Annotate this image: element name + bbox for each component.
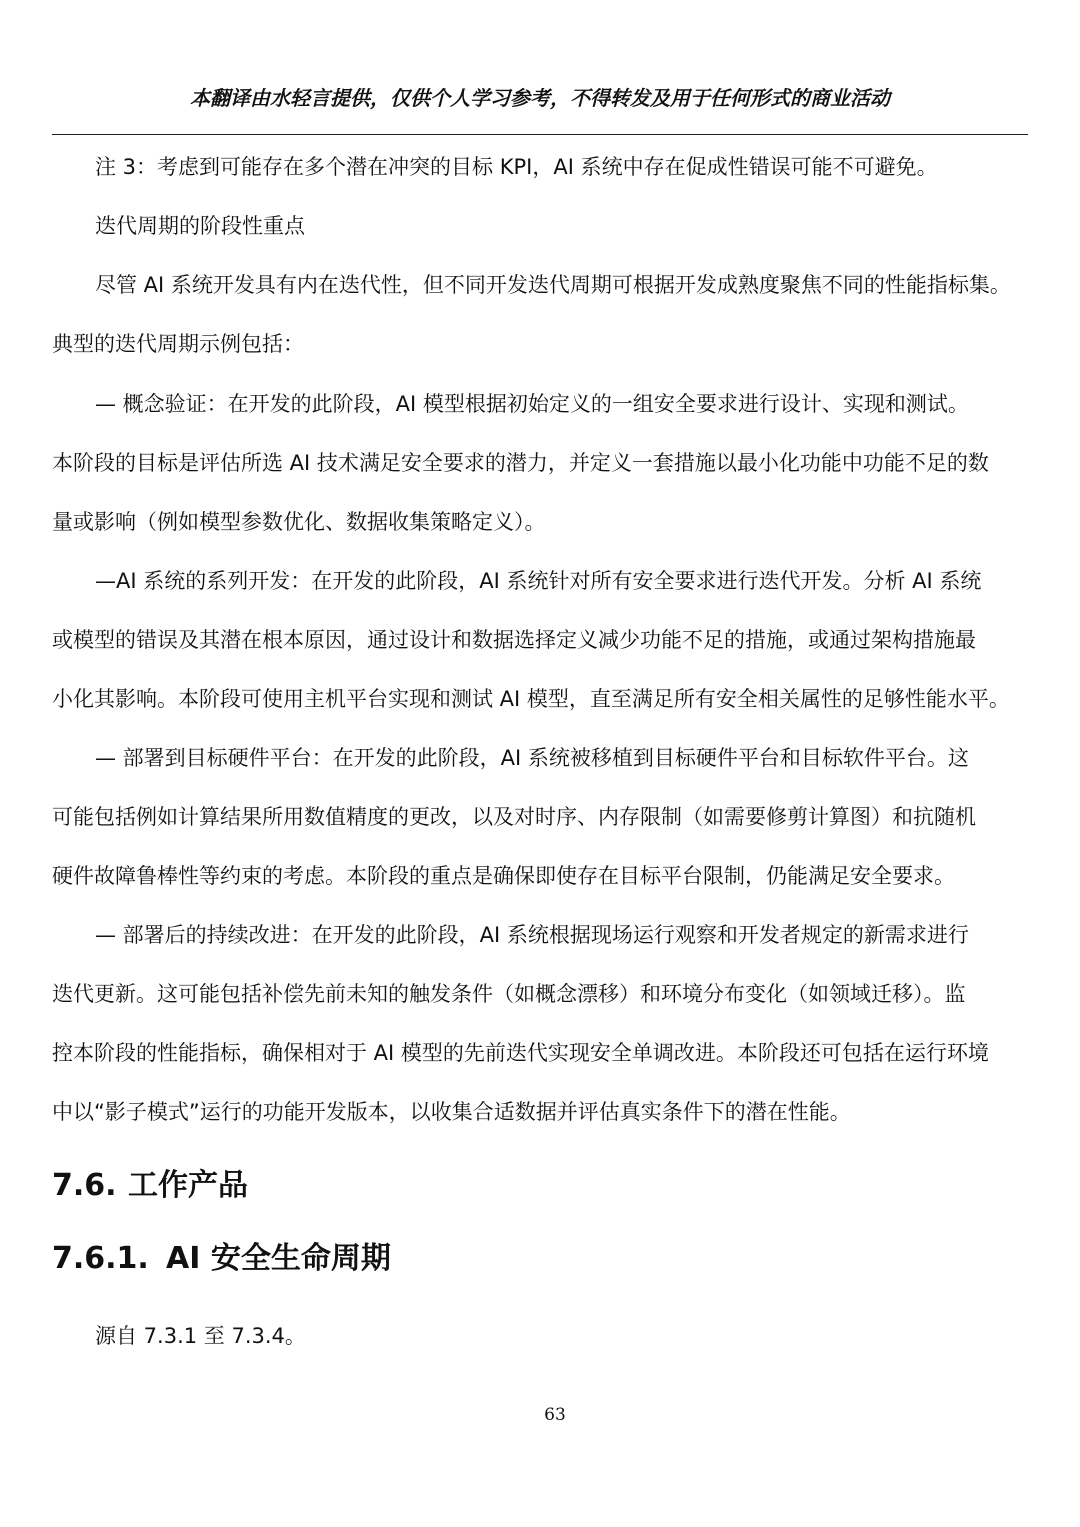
bullet-improve-line-2: 迭代更新。这可能包括补偿先前未知的触发条件（如概念漂移）和环境分布变化（如领域迁移）。监 xyxy=(52,982,966,1006)
bullet-deploy-line-3: 硬件故障鲁棒性等约束的考虑。本阶段的重点是确保即使存在目标平台限制，仍能满足安全要求。 xyxy=(52,864,955,888)
page-number: 63 xyxy=(544,1405,566,1425)
bullet-series-line-1: —AI 系统的系列开发：在开发的此阶段，AI 系统针对所有安全要求进行迭代开发。分析 AI 系统 xyxy=(95,569,982,593)
source-note: 源自 7.3.1 至 7.3.4。 xyxy=(95,1324,306,1348)
header-notice: 本翻译由水轻言提供，仅供个人学习参考，不得转发及用于任何形式的商业活动 xyxy=(190,86,890,110)
bullet-deploy-line-1: — 部署到目标硬件平台：在开发的此阶段，AI 系统被移植到目标硬件平台和目标软件平台。这 xyxy=(95,746,969,770)
bullet-deploy-line-2: 可能包括例如计算结果所用数值精度的更改，以及对时序、内存限制（如需要修剪计算图）和抗随机 xyxy=(52,805,976,829)
note-3: 注 3：考虑到可能存在多个潜在冲突的目标 KPI，AI 系统中存在促成性错误可能不可避免。 xyxy=(95,155,938,179)
bullet-series-line-2: 或模型的错误及其潜在根本原因，通过设计和数据选择定义减少功能不足的措施，或通过架构措施最 xyxy=(52,628,976,652)
phase-title: 迭代周期的阶段性重点 xyxy=(95,214,305,238)
section-heading-7-6-1 xyxy=(52,1241,391,1277)
bullet-poc-line-3: 量或影响（例如模型参数优化、数据收集策略定义）。 xyxy=(52,510,546,534)
bullet-improve-line-3: 控本阶段的性能指标，确保相对于 AI 模型的先前迭代实现安全单调改进。本阶段还可包括在运行环境 xyxy=(52,1041,989,1065)
section-heading-7-6 xyxy=(52,1168,248,1204)
bullet-poc-line-2: 本阶段的目标是评估所选 AI 技术满足安全要求的潜力，并定义一套措施以最小化功能中功能不足的数 xyxy=(52,451,989,475)
section-number: 7.6. xyxy=(52,1168,117,1203)
section-number: 7.6.1. xyxy=(52,1241,149,1276)
header-rule xyxy=(52,134,1028,135)
bullet-series-line-3: 小化其影响。本阶段可使用主机平台实现和测试 AI 模型，直至满足所有安全相关属性的足够性能水平。 xyxy=(52,687,1010,711)
bullet-improve-line-4: 中以“影子模式”运行的功能开发版本，以收集合适数据并评估真实条件下的潜在性能。 xyxy=(52,1100,851,1124)
section-title: 工作产品 xyxy=(128,1168,248,1203)
bullet-improve-line-1: — 部署后的持续改进：在开发的此阶段，AI 系统根据现场运行观察和开发者规定的新需求进行 xyxy=(95,923,969,947)
intro-line-1: 尽管 AI 系统开发具有内在迭代性，但不同开发迭代周期可根据开发成熟度聚焦不同的性能指标集。 xyxy=(95,273,1011,297)
bullet-poc-line-1: — 概念验证：在开发的此阶段，AI 模型根据初始定义的一组安全要求进行设计、实现和测试。 xyxy=(95,392,969,416)
intro-line-2: 典型的迭代周期示例包括： xyxy=(52,332,304,356)
section-title: AI 安全生命周期 xyxy=(166,1241,391,1276)
